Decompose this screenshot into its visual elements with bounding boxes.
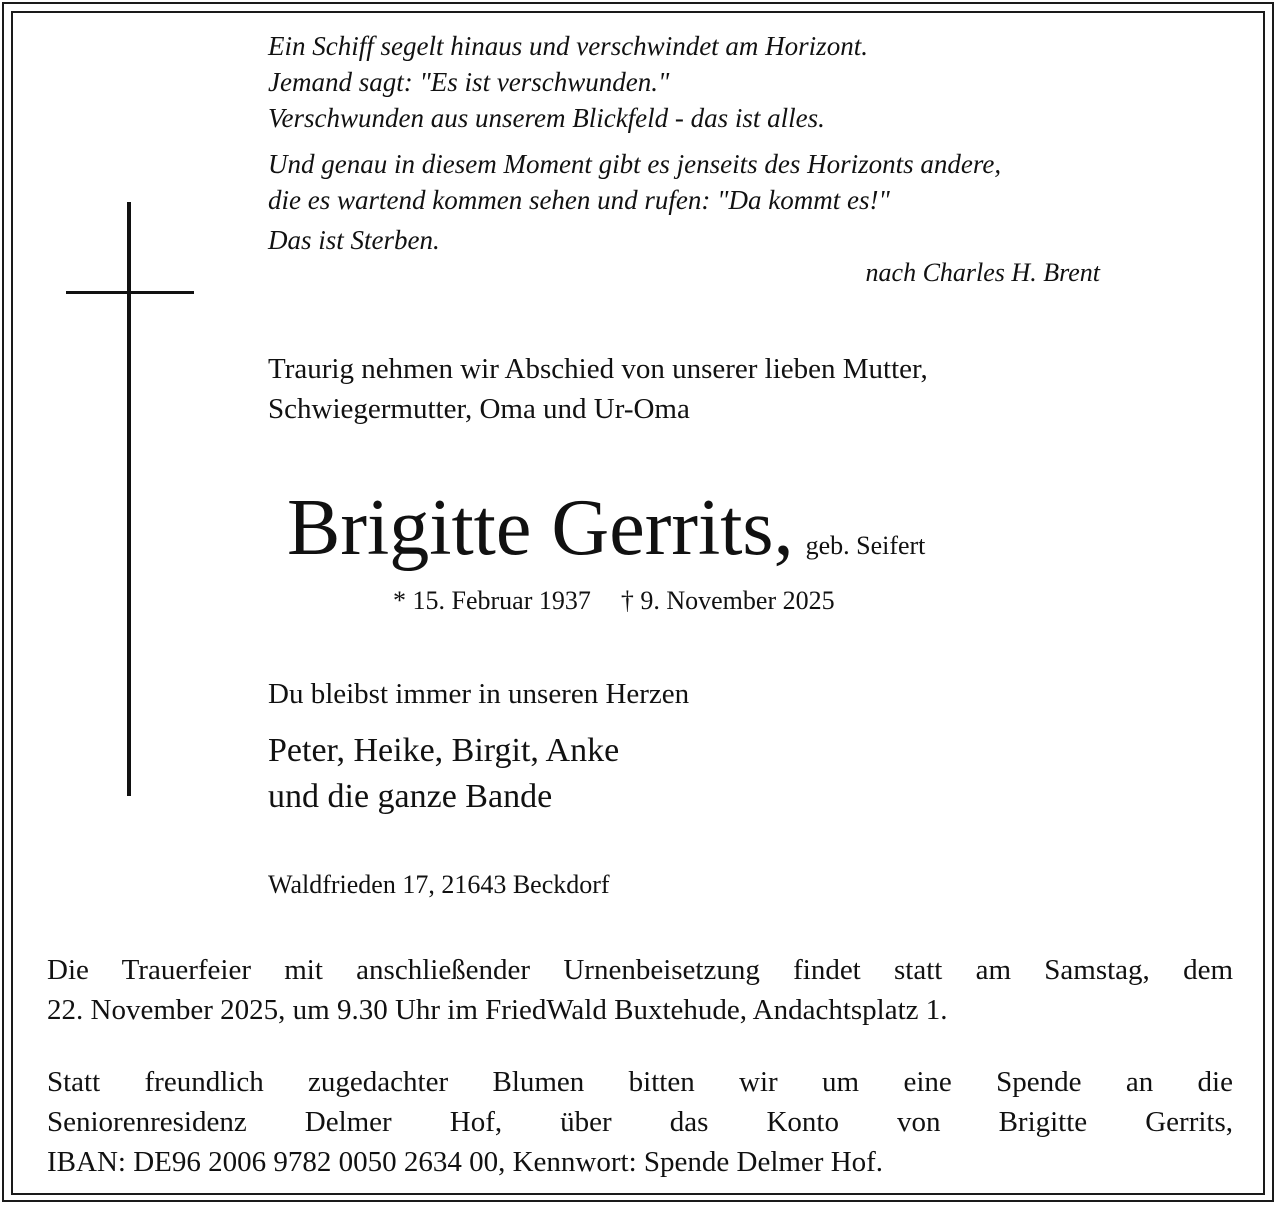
poem-stanza-1 — [268, 28, 868, 136]
donation-line: Seniorenresidenz Delmer Hof, über das Konto von Brigitte Gerrits, — [47, 1106, 1233, 1138]
donation-paragraph — [47, 1062, 1233, 1182]
birth-date: * 15. Februar 1937 — [393, 586, 591, 615]
address: Waldfrieden 17, 21643 Beckdorf — [268, 870, 610, 899]
family-line: und die ganze Bande — [268, 778, 553, 815]
poem-line: Und genau in diesem Moment gibt es jenseits des Horizonts andere, — [268, 149, 1002, 179]
life-dates — [393, 586, 835, 616]
cross-icon-horizontal — [66, 291, 194, 294]
family-signature — [268, 728, 619, 820]
ceremony-line: 22. November 2025, um 9.30 Uhr im FriedWald Buxtehude, Andachtsplatz 1. — [47, 994, 948, 1026]
donation-line: IBAN: DE96 2006 9782 0050 2634 00, Kennwort: Spende Delmer Hof. — [47, 1146, 884, 1178]
ceremony-paragraph — [47, 950, 1233, 1030]
death-date: † 9. November 2025 — [620, 586, 835, 615]
poem-stanza-2 — [268, 146, 1001, 258]
poem-line: Ein Schiff segelt hinaus und verschwindet am Horizont. — [268, 31, 868, 61]
maiden-name: geb. Seifert — [805, 531, 926, 560]
ceremony-line: Die Trauerfeier mit anschließender Urnenbeisetzung findet statt am Samstag, dem — [47, 954, 1233, 986]
deceased-name: Brigitte Gerrits — [287, 484, 774, 572]
poem-line: Verschwunden aus unserem Blickfeld - das ist alles. — [268, 103, 825, 133]
intro-line: Traurig nehmen wir Abschied von unserer lieben Mutter, — [268, 353, 928, 385]
intro-line: Schwiegermutter, Oma und Ur-Oma — [268, 393, 690, 425]
poem-line: Jemand sagt: "Es ist verschwunden." — [268, 67, 670, 97]
poem-attribution: nach Charles H. Brent — [865, 258, 1100, 287]
poem-line: die es wartend kommen sehen und rufen: "Da kommt es!" — [268, 185, 890, 215]
donation-line: Statt freundlich zugedachter Blumen bitten wir um eine Spende an die — [47, 1066, 1233, 1098]
deceased-name-line — [287, 480, 925, 576]
intro-text — [268, 349, 928, 429]
name-comma: , — [773, 484, 794, 572]
family-line: Peter, Heike, Birgit, Anke — [268, 732, 620, 769]
poem-line: Das ist Sterben. — [268, 225, 440, 255]
remembrance-text: Du bleibst immer in unseren Herzen — [268, 678, 690, 710]
